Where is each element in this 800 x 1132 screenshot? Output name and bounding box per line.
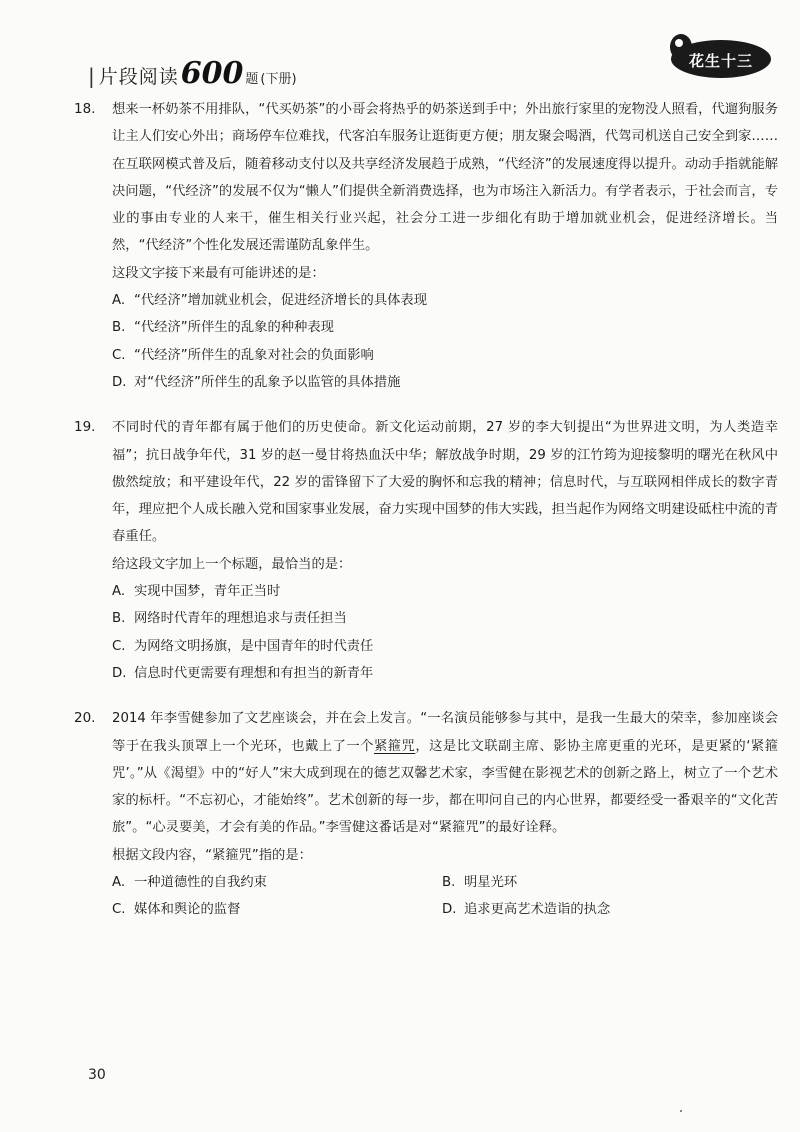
question-18 (74, 96, 778, 396)
passage-part-1: 2014 年李雪健参加了文艺座谈会，并在会上发言。“一名演员能够参与其中，是我一生最大的荣幸，参加座谈会等于在我头顶罩上一个光环，也戴上了一个 (112, 711, 778, 754)
book-title (88, 56, 297, 91)
option-text: 一种道德性的自我约束 (134, 875, 267, 891)
option-text: “代经济”所伴生的乱象的种种表现 (134, 320, 334, 336)
passage-part-2: ，这是比文联副主席、影协主席更重的光环，是更紧的‘紧箍咒’。”从《渴望》中的“好人”宋大成到现在的德艺双馨艺术家，李雪健在影视艺术的创新之路上，树立了一个艺术家的标杆。“不忘初心，才能始终”。艺术创新的每一步，都在叩问自己的内心世界，都要经受一番艰辛的“文化苦旅”。“心灵要美，才会有美的作品。”李雪健这番话是对“紧箍咒”的最好诠释。 (112, 738, 779, 836)
option-text: 媒体和舆论的监督 (134, 902, 241, 918)
logo-text: 花生十三 (689, 52, 754, 70)
question-19 (74, 414, 778, 687)
option-letter: B. (442, 875, 456, 891)
option-letter: C. (112, 638, 126, 654)
option-a (112, 869, 442, 896)
option-text: 追求更高艺术造诣的执念 (464, 902, 611, 918)
option-text: 为网络文明扬旗，是中国青年的时代责任 (134, 638, 374, 654)
question-prompt: 根据文段内容，“紧箍咒”指的是： (112, 847, 312, 863)
option-list (112, 578, 778, 687)
option-text: 信息时代更需要有理想和有担当的新青年 (134, 665, 374, 681)
question-passage: 不同时代的青年都有属于他们的历史使命。新文化运动前期，27 岁的李大钊提出“为世界进文明，为人类造幸福”；抗日战争年代，31 岁的赵一曼甘将热血沃中华；解放战争时期，29 岁的江竹筠为迎接黎明的曙光在秋风中傲然绽放；和平建设年代，22 岁的雷锋留下了大爱的胸怀和忘我的精神；信息时代，与互联网相伴成长的数字青年，理应把个人成长融入党和国家事业发展，奋力实现中国梦的伟大实践，担当起作为网络文明建设砥柱中流的青春重任。 (112, 420, 778, 545)
option-letter: C. (112, 902, 126, 918)
option-letter: A. (112, 875, 126, 891)
option-list (112, 287, 778, 396)
option-letter: A. (112, 584, 126, 600)
brand-logo (661, 33, 773, 81)
option-d (112, 369, 778, 396)
option-c (112, 896, 442, 923)
option-d (442, 896, 772, 923)
question-20 (74, 705, 779, 923)
option-text: “代经济”所伴生的乱象对社会的负面影响 (134, 347, 374, 363)
option-text: 实现中国梦，青年正当时 (134, 584, 281, 600)
title-number: 600 (180, 56, 244, 91)
option-text: 网络时代青年的理想追求与责任担当 (134, 611, 347, 627)
option-text: “代经济”增加就业机会，促进经济增长的具体表现 (134, 293, 428, 309)
option-b (112, 314, 778, 341)
option-letter: B. (112, 320, 126, 336)
question-prompt: 这段文字接下来最有可能讲述的是： (112, 265, 325, 281)
scan-dot (680, 1110, 682, 1112)
title-bar: | (88, 64, 95, 88)
question-number: 20. (74, 710, 96, 727)
title-text: 片段阅读 (98, 66, 179, 88)
option-letter: D. (442, 902, 457, 918)
option-letter: C. (112, 347, 126, 363)
question-passage (112, 705, 778, 841)
title-sup: 题 (245, 72, 259, 87)
option-b (112, 605, 778, 632)
question-number: 18. (74, 101, 96, 117)
title-subtitle: (下册) (260, 72, 297, 87)
option-c (112, 342, 778, 369)
option-c (112, 633, 778, 660)
option-text: 对“代经济”所伴生的乱象予以监管的具体措施 (134, 374, 401, 390)
page-header (0, 0, 800, 91)
page-number: 30 (88, 1067, 106, 1083)
question-prompt: 给这段文字加上一个标题，最恰当的是： (112, 556, 352, 572)
option-b (442, 869, 772, 896)
question-list (74, 96, 779, 924)
option-letter: A. (112, 293, 126, 309)
question-number: 19. (74, 419, 96, 436)
option-letter: D. (112, 374, 127, 390)
option-letter: D. (112, 665, 127, 681)
option-a (112, 287, 778, 314)
option-letter: B. (112, 611, 126, 627)
underlined-term: 紧箍咒 (373, 738, 416, 754)
option-a (112, 578, 778, 605)
option-list (112, 869, 778, 924)
option-d (112, 660, 778, 687)
option-text: 明星光环 (464, 875, 518, 891)
question-passage: 想来一杯奶茶不用排队，“代买奶茶”的小哥会将热乎的奶茶送到手中；外出旅行家里的宠物没人照看，代遛狗服务让主人们安心外出；商场停车位难找，代客泊车服务让逛街更方便；朋友聚会喝酒，代驾司机送自己安全到家……在互联网模式普及后，随着移动支付以及共享经济发展趋于成熟，“代经济”的发展速度得以提升。动动手指就能解决问题，“代经济”的发展不仅为“懒人”们提供全新消费选择，也为市场注入新活力。有学者表示，于社会而言，专业的事由专业的人来干，催生相关行业兴起，社会分工进一步细化有助于增加就业机会，促进经济增长。当然，“代经济”个性化发展还需谨防乱象伴生。 (112, 102, 778, 254)
